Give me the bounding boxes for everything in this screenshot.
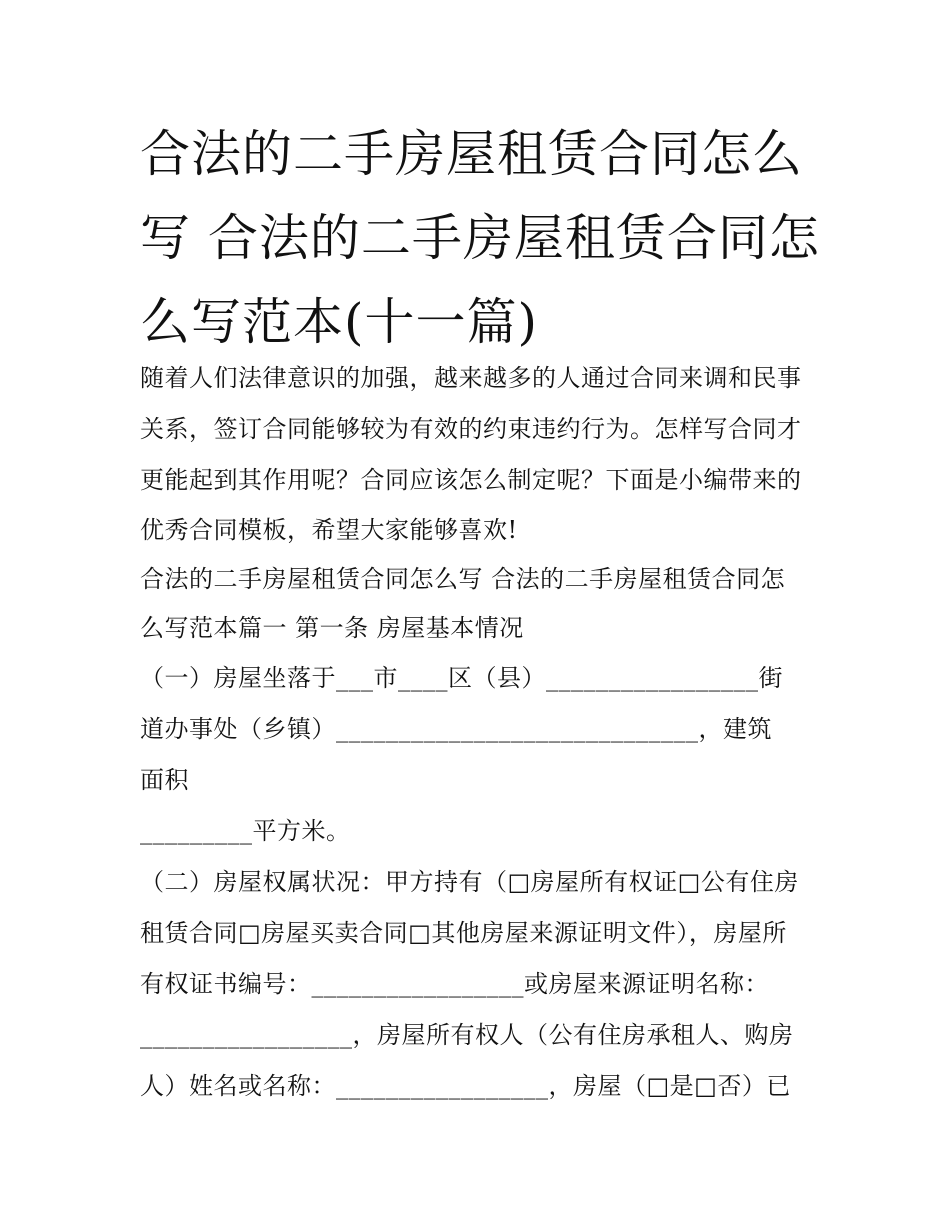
ownership-line-3: 有权证书编号：_________________或房屋来源证明名称：: [140, 970, 769, 998]
ownership-line-5: 人）姓名或名称：_________________，房屋（□是□否）已: [140, 1072, 791, 1100]
intro-line-3: 更能起到其作用呢？合同应该怎么制定呢？下面是小编带来的: [140, 466, 802, 494]
ownership-line-4: _________________，房屋所有权人（公有住房承租人、购房: [140, 1021, 794, 1049]
section-heading-line-2: 么写范本篇一 第一条 房屋基本情况: [140, 614, 524, 642]
title-line-1: 合法的二手房屋租赁合同怎么: [140, 125, 803, 183]
area-label-line: 面积: [140, 766, 189, 794]
address-line-1: （一）房屋坐落于___市____区（县）_________________街: [140, 664, 783, 692]
title-line-3: 么写范本(十一篇): [140, 293, 539, 351]
intro-line-4: 优秀合同模板，希望大家能够喜欢!: [140, 516, 518, 544]
intro-line-1: 随着人们法律意识的加强，越来越多的人通过合同来调和民事: [140, 364, 802, 392]
ownership-line-2: 租赁合同□房屋买卖合同□其他房屋来源证明文件），房屋所: [140, 919, 787, 947]
area-value-line: _________平方米。: [140, 817, 351, 845]
title-line-2: 写 合法的二手房屋租赁合同怎: [140, 209, 820, 267]
document-title: [140, 112, 820, 364]
section-heading-line-1: 合法的二手房屋租赁合同怎么写 合法的二手房屋租赁合同怎: [140, 565, 786, 593]
document-body: [140, 353, 820, 1112]
address-line-2: 道办事处（乡镇）_____________________________，建筑: [140, 715, 772, 743]
ownership-line-1: （二）房屋权属状况：甲方持有（□房屋所有权证□公有住房: [140, 868, 799, 896]
intro-line-2: 关系，签订合同能够较为有效的约束违约行为。怎样写合同才: [140, 415, 802, 443]
